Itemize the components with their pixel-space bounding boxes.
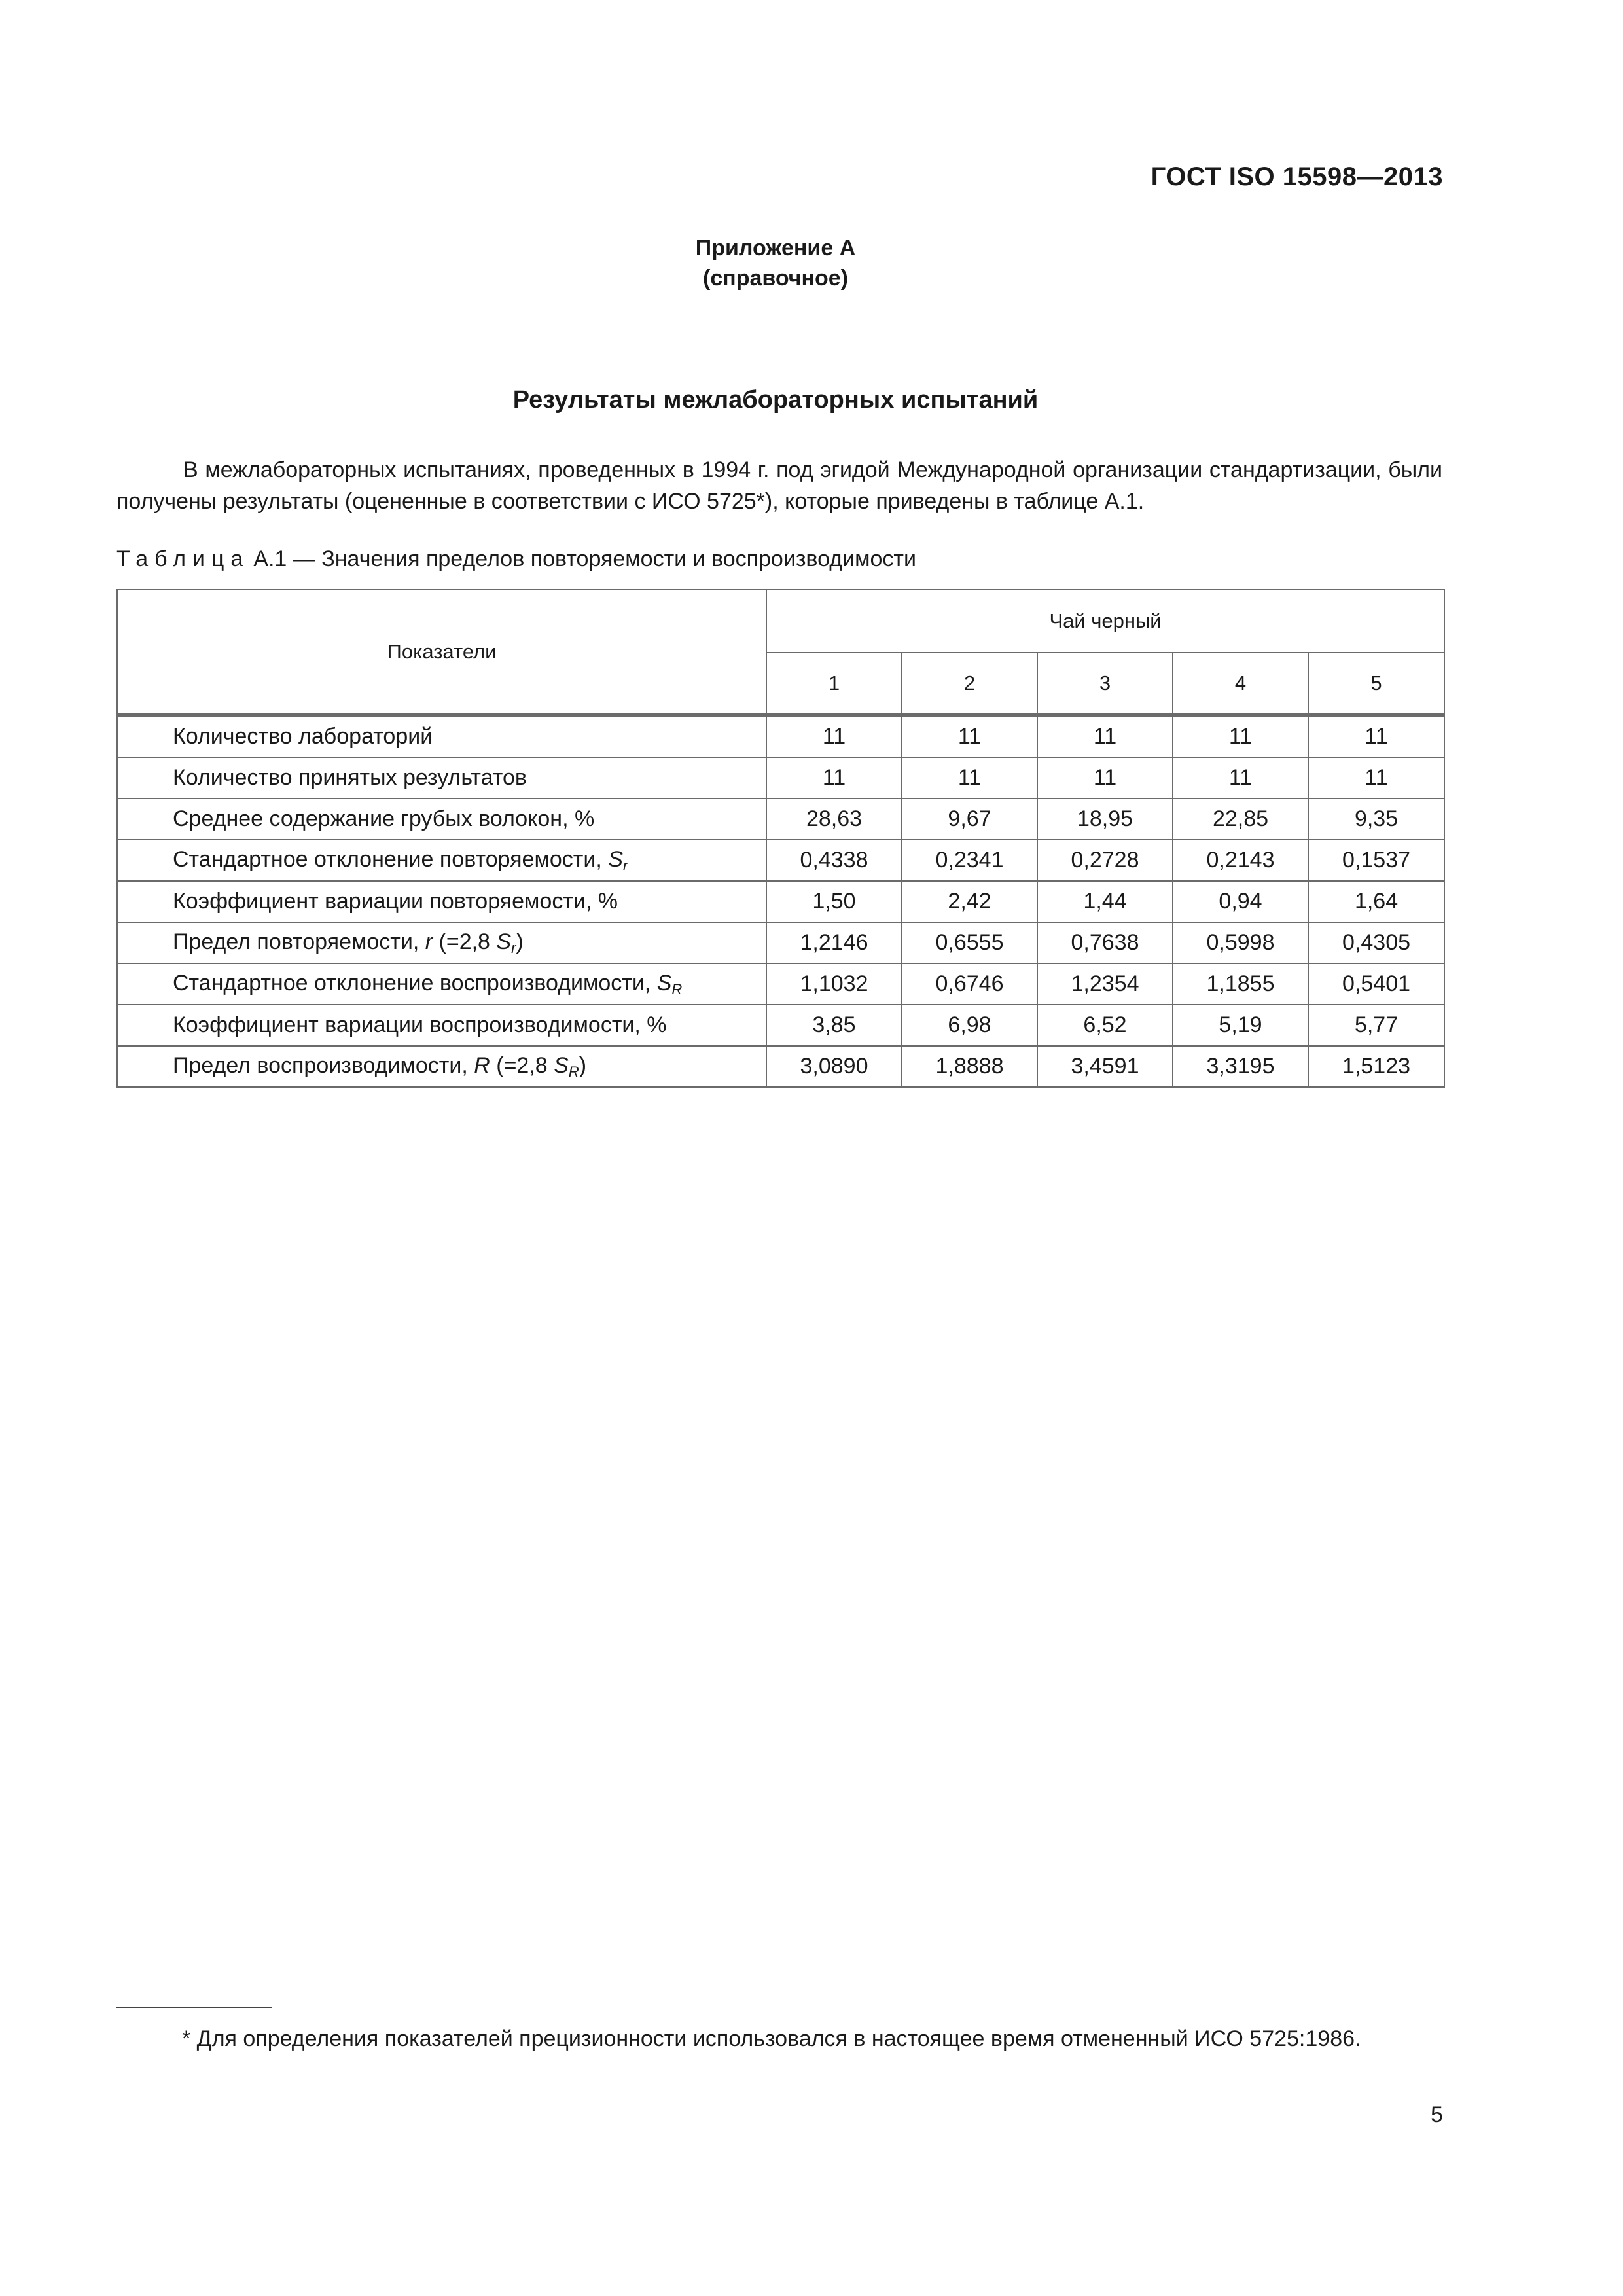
column-header: 1	[766, 653, 902, 715]
cell-value: 11	[902, 757, 1037, 798]
table-caption-text: А.1 — Значения пределов повторяемости и воспроизводимости	[253, 547, 916, 571]
cell-value: 1,5123	[1308, 1046, 1444, 1087]
table-row	[117, 881, 1444, 922]
symbol-s: S	[656, 970, 672, 996]
annex-title: Приложение А	[695, 236, 856, 260]
section-title: Результаты межлабораторных испытаний	[512, 386, 1039, 414]
table-row	[117, 1005, 1444, 1046]
page-number: 5	[1431, 2102, 1443, 2127]
cell-value: 0,6746	[902, 963, 1037, 1005]
row-label	[117, 840, 766, 881]
cell-value: 0,5998	[1173, 922, 1308, 963]
cell-value: 0,1537	[1308, 840, 1444, 881]
table-row	[117, 798, 1444, 840]
symbol-var: r	[425, 929, 433, 954]
table-row	[117, 922, 1444, 963]
cell-value: 0,5401	[1308, 963, 1444, 1005]
cell-value: 0,4338	[766, 840, 902, 881]
column-header: 5	[1308, 653, 1444, 715]
symbol-subscript: R	[671, 980, 683, 997]
table-row	[117, 1046, 1444, 1087]
row-label	[117, 922, 766, 963]
cell-value: 0,2143	[1173, 840, 1308, 881]
cell-value: 11	[902, 715, 1037, 758]
cell-value: 0,2728	[1037, 840, 1173, 881]
symbol-subscript: r	[622, 857, 628, 874]
cell-value: 1,2354	[1037, 963, 1173, 1005]
cell-value: 18,95	[1037, 798, 1173, 840]
symbol-s: S	[496, 929, 512, 954]
cell-value: 0,6555	[902, 922, 1037, 963]
cell-value: 11	[1308, 715, 1444, 758]
cell-value: 1,2146	[766, 922, 902, 963]
cell-value: 0,94	[1173, 881, 1308, 922]
cell-value: 5,77	[1308, 1005, 1444, 1046]
group-header: Чай черный	[766, 590, 1444, 653]
row-label	[117, 1046, 766, 1087]
annex-subtitle: (справочное)	[702, 266, 849, 291]
cell-value: 0,2341	[902, 840, 1037, 881]
cell-value: 1,1855	[1173, 963, 1308, 1005]
table-caption	[116, 547, 916, 572]
row-label-suffix: )	[516, 929, 524, 954]
cell-value: 9,35	[1308, 798, 1444, 840]
row-label: Количество лабораторий	[117, 715, 766, 758]
cell-value: 1,50	[766, 881, 902, 922]
cell-value: 11	[766, 715, 902, 758]
symbol-subscript: r	[511, 939, 516, 956]
cell-value: 1,1032	[766, 963, 902, 1005]
row-label: Среднее содержание грубых волокон, %	[117, 798, 766, 840]
cell-value: 0,7638	[1037, 922, 1173, 963]
cell-value: 28,63	[766, 798, 902, 840]
table-caption-prefix: Таблица	[116, 547, 250, 571]
document-code: ГОСТ ISO 15598—2013	[1150, 162, 1443, 191]
cell-value: 6,98	[902, 1005, 1037, 1046]
cell-value: 3,4591	[1037, 1046, 1173, 1087]
cell-value: 9,67	[902, 798, 1037, 840]
table-row	[117, 963, 1444, 1005]
table-row	[117, 757, 1444, 798]
row-label-suffix: )	[579, 1052, 587, 1078]
footnote: * Для определения показателей прецизионности использовался в настоящее время отмененный ИСО 5725:1986.	[182, 2026, 1361, 2051]
symbol-s: S	[554, 1052, 569, 1078]
row-label-mid: (=2,8	[490, 1052, 554, 1078]
footnote-divider	[116, 2007, 272, 2008]
row-label-text: Стандартное отклонение повторяемости,	[173, 846, 609, 872]
table-row	[117, 840, 1444, 881]
row-label-text: Стандартное отклонение воспроизводимости,	[173, 970, 657, 996]
cell-value: 11	[1308, 757, 1444, 798]
row-label-text: Предел воспроизводимости,	[173, 1052, 474, 1078]
row-label-mid: (=2,8	[433, 929, 497, 954]
row-label	[117, 963, 766, 1005]
precision-table	[116, 589, 1445, 1088]
column-header: 4	[1173, 653, 1308, 715]
table-row	[117, 715, 1444, 758]
cell-value: 1,8888	[902, 1046, 1037, 1087]
cell-value: 1,64	[1308, 881, 1444, 922]
symbol-var: R	[474, 1052, 490, 1078]
row-header: Показатели	[117, 590, 766, 715]
cell-value: 11	[1173, 757, 1308, 798]
cell-value: 11	[1037, 757, 1173, 798]
cell-value: 11	[1173, 715, 1308, 758]
intro-paragraph: В межлабораторных испытаниях, проведенных в 1994 г. под эгидой Международной организации стандартизации, были получены результаты (оцененные в соответствии с ИСО 5725*), которые приведены в таблице А.1.	[116, 457, 1442, 514]
column-header: 2	[902, 653, 1037, 715]
row-label: Коэффициент вариации воспроизводимости, %	[117, 1005, 766, 1046]
cell-value: 11	[1037, 715, 1173, 758]
cell-value: 5,19	[1173, 1005, 1308, 1046]
cell-value: 1,44	[1037, 881, 1173, 922]
row-label: Коэффициент вариации повторяемости, %	[117, 881, 766, 922]
column-header: 3	[1037, 653, 1173, 715]
symbol-s: S	[608, 846, 623, 872]
cell-value: 3,85	[766, 1005, 902, 1046]
row-label-text: Предел повторяемости,	[173, 929, 425, 954]
cell-value: 22,85	[1173, 798, 1308, 840]
annex-heading	[0, 233, 1551, 293]
cell-value: 0,4305	[1308, 922, 1444, 963]
cell-value: 3,3195	[1173, 1046, 1308, 1087]
cell-value: 3,0890	[766, 1046, 902, 1087]
cell-value: 11	[766, 757, 902, 798]
cell-value: 6,52	[1037, 1005, 1173, 1046]
cell-value: 2,42	[902, 881, 1037, 922]
symbol-subscript: R	[568, 1063, 579, 1080]
row-label: Количество принятых результатов	[117, 757, 766, 798]
